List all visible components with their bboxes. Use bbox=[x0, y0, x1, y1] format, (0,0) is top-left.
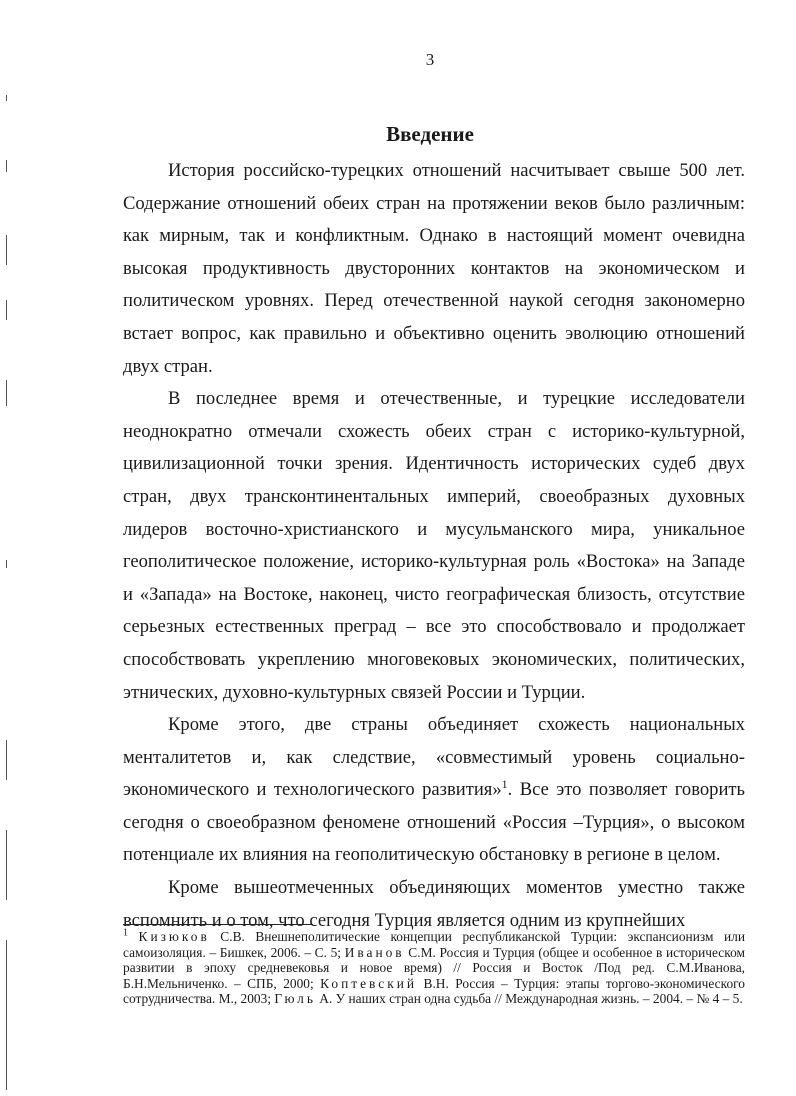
footnote-text-3: В.Н. Россия – Турция: этапы торгово-экономического сотрудничества. М., 2003; bbox=[123, 975, 745, 1007]
footnote-text-4: А. У наших стран одна судьба // Международная жизнь. – 2004. – № 4 – 5. bbox=[315, 991, 743, 1007]
paragraph-3 bbox=[123, 709, 745, 872]
footnote bbox=[123, 929, 745, 1007]
footnote-author-3: Коптевский bbox=[320, 975, 418, 991]
footnote-author-1: Кизюков bbox=[138, 929, 210, 944]
footnote-divider bbox=[123, 924, 313, 925]
footnote-author-4: Гюль bbox=[274, 991, 316, 1007]
paragraph-2: В последнее время и отечественные, и турецкие исследователи неоднократно отмечали схожесть обеих стран с историко-культурной, цивилизационной точки зрения. Идентичность исторических судеб двух стран, двух трансконтинентальных империй, своеобразных духовных лидеров восточно-христианского и мусульманского мира, уникальное геополитическое положение, историко-культурная роль «Востока» на Западе и «Запада» на Востоке, наконец, чисто географическая близость, отсутствие серьезных естественных преград – все это способствовало и продолжает способствовать укреплению многовековых экономических, политических, этнических, духовно-культурных связей России и Турции. bbox=[123, 388, 745, 703]
footnote-author-2: Иванов bbox=[344, 944, 405, 960]
paragraph-4: Кроме вышеотмеченных объединяющих моментов уместно также вспомнить и о том, что сегодня Турция является одним из крупнейших bbox=[123, 877, 745, 931]
scan-edge-marks bbox=[0, 0, 14, 1096]
footnote-reference: 1 bbox=[501, 777, 508, 792]
footnote-number: 1 bbox=[123, 927, 128, 939]
main-text bbox=[123, 155, 745, 937]
footnote-text-1: С.В. Внешнеполитические концепции республиканской Турции: экспансионизм или самоизоляция. – Бишкек, 2006. – С. 5; bbox=[123, 929, 745, 960]
footnote-text-2: С.М. Россия и Турция (общее и особенное в историческом развитии в эпоху средневековья и новое время) // Россия и Восток /Под ред. С.М.Иванова, Б.Н.Мельниченко. – СПБ, 2000; bbox=[123, 944, 745, 991]
page-title: Введение bbox=[386, 122, 474, 146]
paragraph-1: История российско-турецких отношений насчитывает свыше 500 лет. Содержание отношений обеих стран на протяжении веков было различным: как мирным, так и конфликтным. Однако в настоящий момент очевидна высокая продуктивность двусторонних контактов на экономическом и политическом уровнях. Перед отечественной наукой сегодня закономерно встает вопрос, как правильно и объективно оценить эволюцию отношений двух стран. bbox=[123, 160, 745, 377]
page-number: 3 bbox=[425, 50, 435, 69]
paragraph-3-text-after-ref: . Все это позволяет говорить сегодня о своеобразном феномене отношений «Россия –Турция», о высоком потенциале их влияния на геополитическую обстановку в регионе в целом. bbox=[123, 779, 745, 866]
paragraph-3-text-before-ref: Кроме этого, две страны объединяет схожесть национальных менталитетов и, как следствие, «совместимый уровень социально-экономического и технологического развития» bbox=[123, 714, 745, 801]
